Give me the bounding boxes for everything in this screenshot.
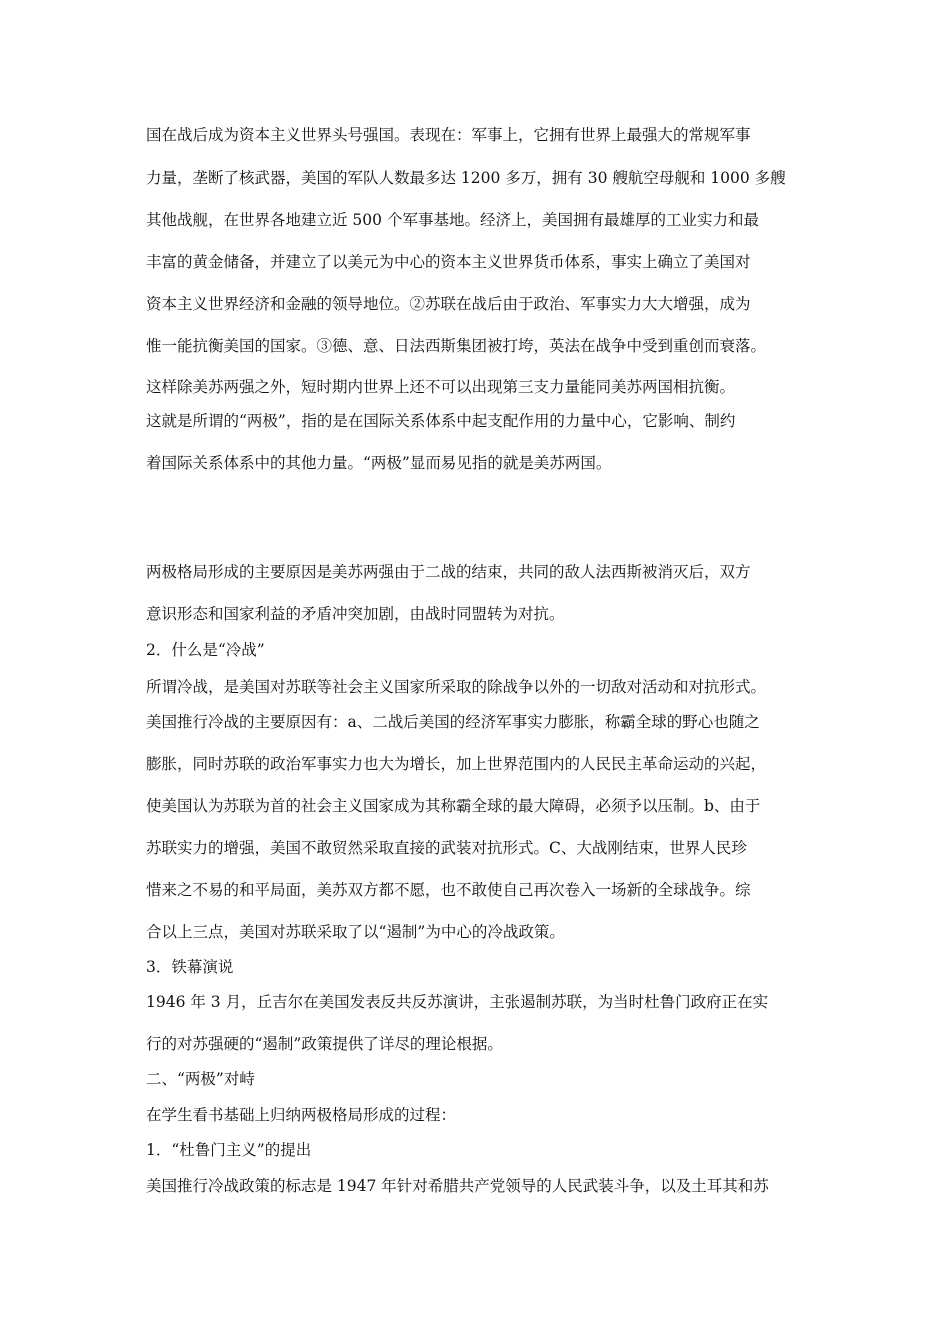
text-line: 力量，垄断了核武器，美国的军队人数最多达 1200 多万，拥有 30 艘航空母舰和 1000 多艘 bbox=[146, 169, 786, 187]
text-line: 所谓冷战，是美国对苏联等社会主义国家所采取的除战争以外的一切敌对活动和对抗形式。 bbox=[146, 678, 767, 696]
text-line: 苏联实力的增强，美国不敢贸然采取直接的武装对抗形式。C、大战刚结束，世界人民珍 bbox=[146, 839, 747, 857]
text-line: 意识形态和国家利益的矛盾冲突加剧，由战时同盟转为对抗。 bbox=[146, 605, 565, 623]
text-line: 着国际关系体系中的其他力量。“两极”显而易见指的就是美苏两国。 bbox=[146, 454, 612, 472]
text-line: 1946 年 3 月，丘吉尔在美国发表反共反苏演讲，主张遏制苏联，为当时杜鲁门政府正在实 bbox=[146, 993, 769, 1011]
section-heading: 二、“两极”对峙 bbox=[146, 1070, 255, 1088]
text-line: 合以上三点，美国对苏联采取了以“遏制”为中心的冷战政策。 bbox=[146, 923, 565, 941]
text-line: 国在战后成为资本主义世界头号强国。表现在：军事上，它拥有世界上最强大的常规军事 bbox=[146, 126, 751, 144]
text-line: 惜来之不易的和平局面，美苏双方都不愿，也不敢使自己再次卷入一场新的全球战争。综 bbox=[146, 881, 751, 899]
text-line: 两极格局形成的主要原因是美苏两强由于二战的结束，共同的敌人法西斯被消灭后，双方 bbox=[146, 563, 751, 581]
text-line: 这就是所谓的“两极”，指的是在国际关系体系中起支配作用的力量中心，它影响、制约 bbox=[146, 412, 736, 430]
text-line: 美国推行冷战的主要原因有：a、二战后美国的经济军事实力膨胀，称霸全球的野心也随之 bbox=[146, 713, 760, 731]
section-heading: 3．铁幕演说 bbox=[146, 958, 234, 976]
text-line: 丰富的黄金储备，并建立了以美元为中心的资本主义世界货币体系，事实上确立了美国对 bbox=[146, 253, 751, 271]
text-line: 使美国认为苏联为首的社会主义国家成为其称霸全球的最大障碍，必须予以压制。b、由于 bbox=[146, 797, 761, 815]
text-line: 美国推行冷战政策的标志是 1947 年针对希腊共产党领导的人民武装斗争，以及土耳其和苏 bbox=[146, 1177, 769, 1195]
section-heading: 2．什么是“冷战” bbox=[146, 641, 265, 659]
text-line: 资本主义世界经济和金融的领导地位。②苏联在战后由于政治、军事实力大大增强，成为 bbox=[146, 295, 751, 313]
text-line: 膨胀，同时苏联的政治军事实力也大为增长，加上世界范围内的人民民主革命运动的兴起， bbox=[146, 755, 767, 773]
text-line: 其他战舰，在世界各地建立近 500 个军事基地。经济上，美国拥有最雄厚的工业实力和最 bbox=[146, 211, 759, 229]
text-line: 惟一能抗衡美国的国家。③德、意、日法西斯集团被打垮，英法在战争中受到重创而衰落。 bbox=[146, 337, 767, 355]
text-line: 在学生看书基础上归纳两极格局形成的过程： bbox=[146, 1106, 457, 1124]
text-line: 行的对苏强硬的“遏制”政策提供了详尽的理论根据。 bbox=[146, 1035, 503, 1053]
text-line: 这样除美苏两强之外，短时期内世界上还不可以出现第三支力量能同美苏两国相抗衡。 bbox=[146, 378, 736, 396]
section-heading: 1．“杜鲁门主义”的提出 bbox=[146, 1141, 312, 1159]
